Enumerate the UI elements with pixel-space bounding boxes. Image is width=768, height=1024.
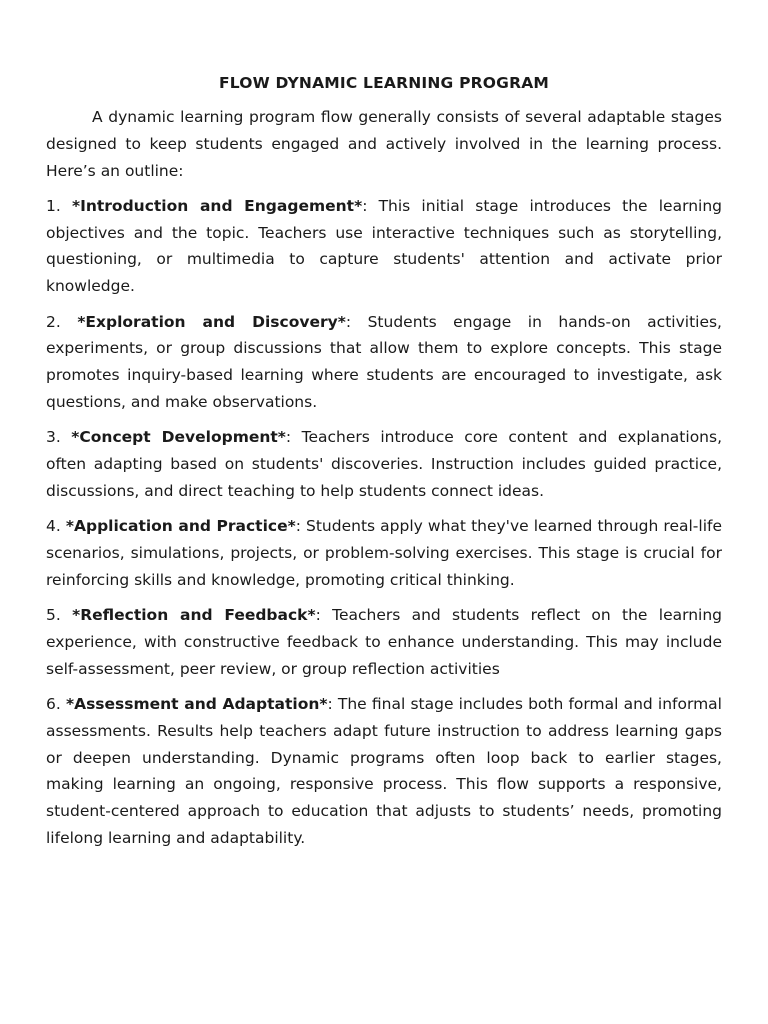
item-number: 6. bbox=[46, 694, 66, 713]
item-number: 5. bbox=[46, 606, 73, 625]
list-item bbox=[46, 513, 722, 593]
document-title: FLOW DYNAMIC LEARNING PROGRAM bbox=[218, 74, 550, 92]
item-text: : Teachers introduce core content and explanations, often adapting based on students' discoveries. Instruction includes guided practice, discussions, and direct teaching to help students connect ideas. bbox=[46, 428, 723, 500]
list-item bbox=[46, 602, 722, 682]
item-heading: *Assessment and Adaptation* bbox=[65, 694, 328, 713]
item-heading: *Application and Practice* bbox=[65, 517, 296, 536]
item-number: 3. bbox=[46, 428, 72, 447]
item-heading: *Exploration and Discovery* bbox=[77, 312, 346, 331]
list-item bbox=[46, 309, 722, 416]
item-text: : Students apply what they've learned through real-life scenarios, simulations, projects, or problem-solving exercises. This stage is crucial for reinforcing skills and knowledge, promoting critical thinking. bbox=[46, 517, 722, 589]
item-number: 2. bbox=[46, 312, 78, 331]
item-heading: *Reflection and Feedback* bbox=[72, 606, 316, 625]
list-item bbox=[46, 691, 722, 852]
intro-paragraph: A dynamic learning program flow generally consists of several adaptable stages designed to keep students engaged and actively involved in the learning process. Here’s an outline: bbox=[46, 108, 722, 180]
item-number: 1. bbox=[46, 196, 72, 215]
item-heading: *Introduction and Engagement* bbox=[71, 196, 363, 215]
item-text: : Teachers and students reflect on the learning experience, with constructive feedback to enhance understanding. This may include self-assessment, peer review, or group reflection activities bbox=[46, 606, 722, 678]
list-item bbox=[46, 193, 722, 300]
item-number: 4. bbox=[46, 517, 66, 536]
item-heading: *Concept Development* bbox=[71, 428, 286, 447]
item-text: : Students engage in hands-on activities, experiments, or group discussions that allow them to explore concepts. This stage promotes inquiry-based learning where students are encouraged to investigate, ask questions, and make observations. bbox=[46, 312, 722, 411]
item-text: : The final stage includes both formal and informal assessments. Results help teachers adapt future instruction to address learning gaps or deepen understanding. Dynamic programs often loop back to earlier stages, making learning an ongoing, responsive process. This flow supports a responsive, student-centered approach to education that adjusts to students’ needs, promoting lifelong learning and adaptability. bbox=[46, 694, 722, 847]
item-text: : This initial stage introduces the learning objectives and the topic. Teachers use interactive techniques such as storytelling, questioning, or multimedia to capture students' attention and activate prior knowledge. bbox=[46, 196, 722, 296]
list-item bbox=[46, 424, 722, 504]
